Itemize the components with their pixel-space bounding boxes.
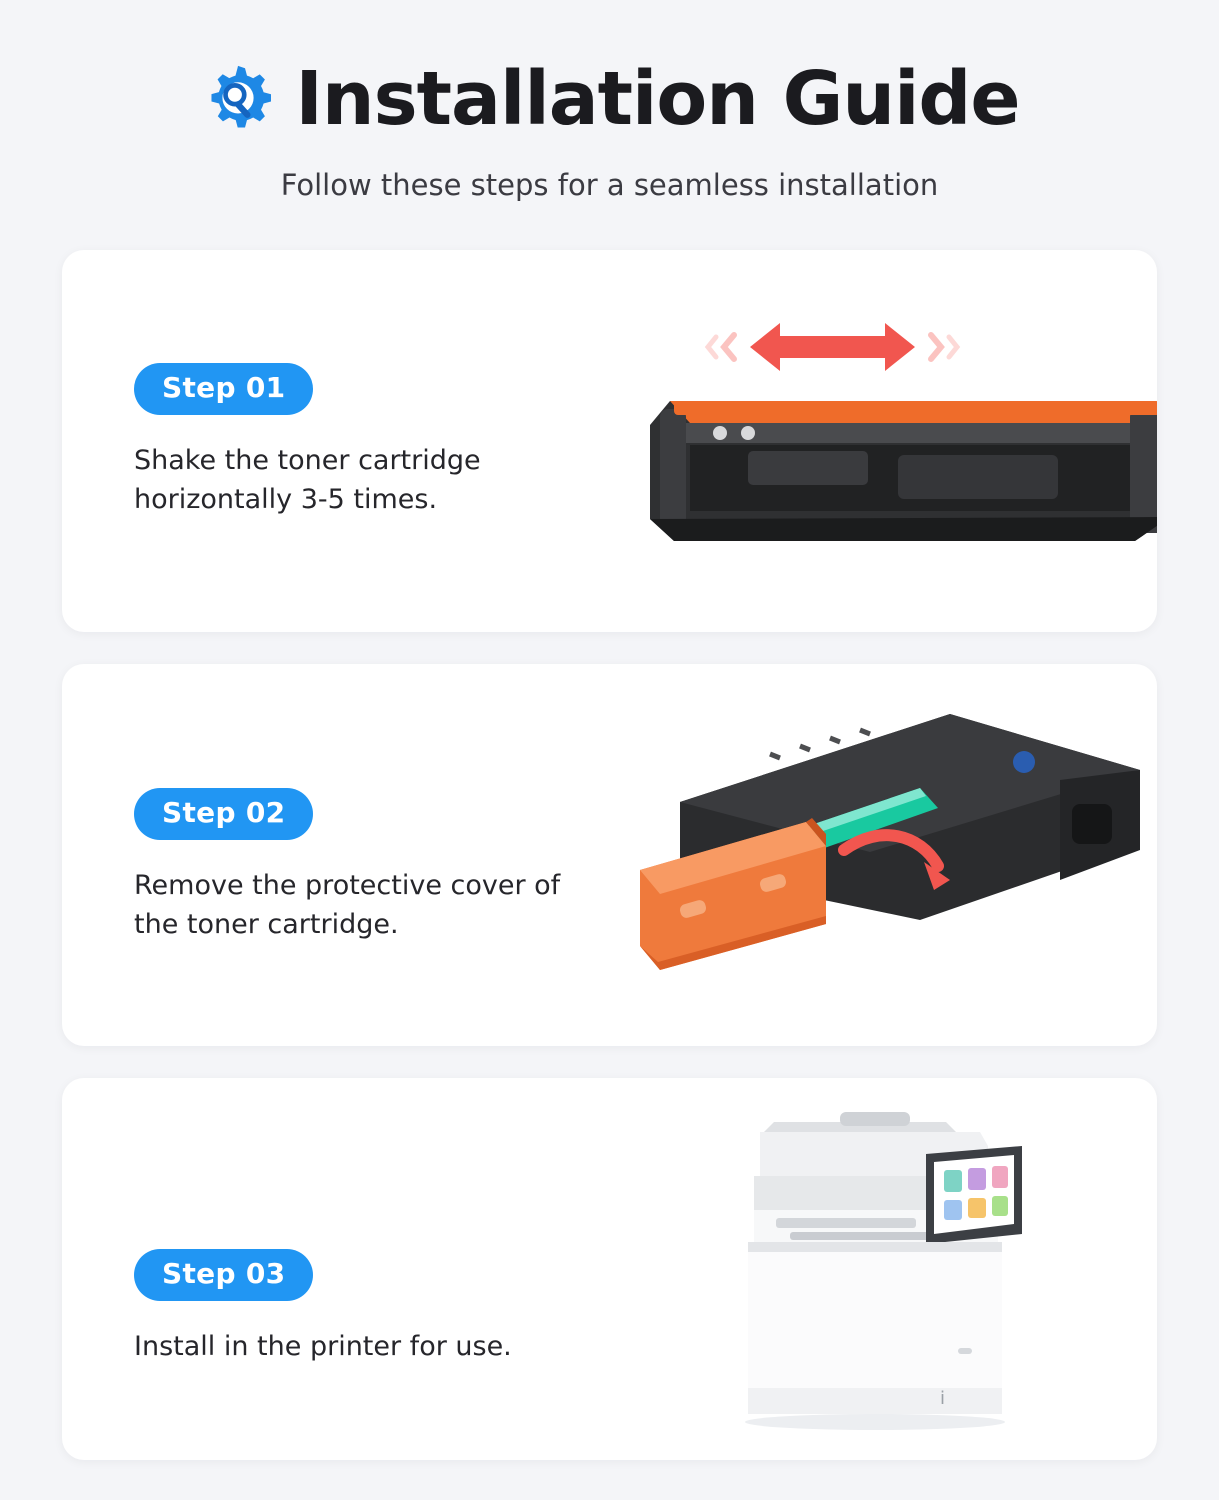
page-subtitle: Follow these steps for a seamless installation: [280, 168, 939, 202]
step-03-text-block: [62, 1171, 610, 1366]
step-03-description: Install in the printer for use.: [134, 1331, 512, 1363]
step-card-01: [62, 250, 1157, 632]
step-card-02: [62, 664, 1157, 1046]
steps-list: [62, 250, 1157, 1460]
title-row: [62, 58, 1157, 140]
step-01-image: [610, 250, 1158, 632]
step-02-text-block: [62, 766, 610, 944]
step-card-03: [62, 1078, 1157, 1460]
step-01-text-block: [62, 363, 610, 519]
step-01-badge: Step 01: [134, 363, 313, 415]
step-02-description: Remove the protective cover of the toner cartridge.: [134, 869, 561, 940]
gear-wrench-icon: [199, 58, 277, 140]
svg-text:i: i: [939, 1388, 945, 1409]
page-header: [62, 0, 1157, 202]
step-02-image: [610, 664, 1158, 1046]
step-03-badge: Step 03: [134, 1249, 313, 1301]
printer-control-panel: [926, 1146, 1022, 1244]
toner-cartridge-graphic: [650, 401, 1158, 541]
step-02-badge: Step 02: [134, 788, 313, 840]
step-01-description: Shake the toner cartridge horizontally 3-5 times.: [134, 444, 481, 515]
printer-graphic: [745, 1112, 1022, 1430]
page-title: Installation Guide: [295, 56, 1020, 142]
shake-arrow-icon: [708, 323, 957, 371]
step-03-image: [610, 1078, 1158, 1460]
